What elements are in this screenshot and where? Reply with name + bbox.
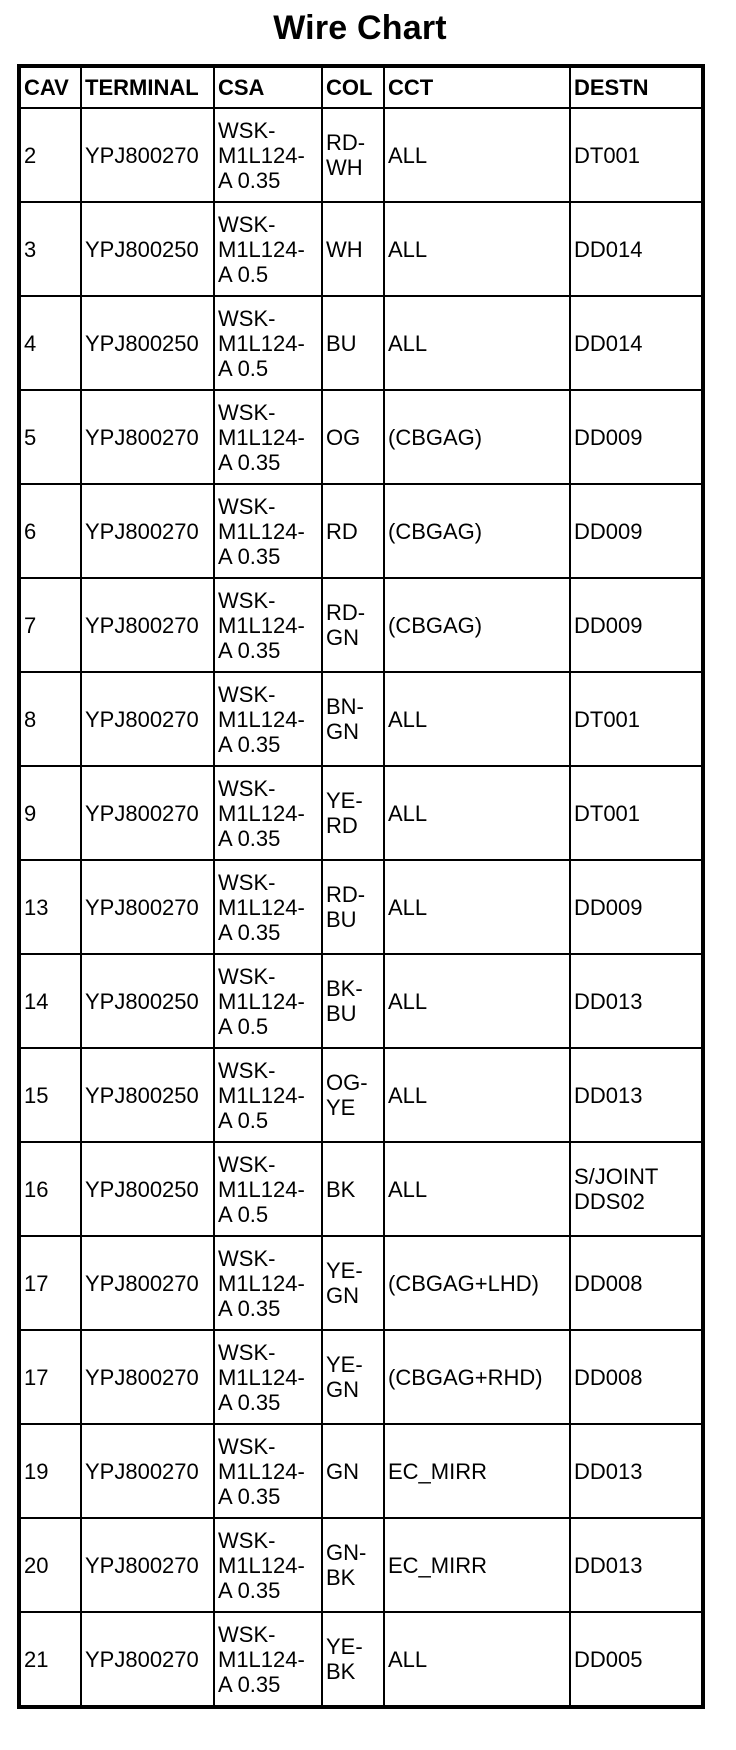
cell-cav: 7 [19, 578, 81, 672]
header-csa: CSA [214, 66, 322, 108]
cell-destn: DD013 [570, 1048, 703, 1142]
cell-terminal: YPJ800250 [81, 296, 214, 390]
cell-destn: DD005 [570, 1612, 703, 1707]
header-destn: DESTN [570, 66, 703, 108]
cell-csa: WSK- M1L124- A 0.35 [214, 390, 322, 484]
cell-col: GN- BK [322, 1518, 384, 1612]
header-col: COL [322, 66, 384, 108]
cell-destn: DT001 [570, 766, 703, 860]
cell-col: OG [322, 390, 384, 484]
cell-cav: 9 [19, 766, 81, 860]
table-row [19, 1612, 703, 1707]
cell-destn: DD013 [570, 1518, 703, 1612]
table-row [19, 1236, 703, 1330]
cell-csa: WSK- M1L124- A 0.35 [214, 860, 322, 954]
cell-destn: DD013 [570, 954, 703, 1048]
cell-destn: DD009 [570, 860, 703, 954]
table-header-row [19, 66, 703, 108]
table-row [19, 860, 703, 954]
header-cav: CAV [19, 66, 81, 108]
cell-csa: WSK- M1L124- A 0.5 [214, 954, 322, 1048]
cell-csa: WSK- M1L124- A 0.35 [214, 1330, 322, 1424]
cell-csa: WSK- M1L124- A 0.35 [214, 484, 322, 578]
cell-col: YE- GN [322, 1236, 384, 1330]
table-row [19, 108, 703, 202]
cell-terminal: YPJ800270 [81, 766, 214, 860]
cell-csa: WSK- M1L124- A 0.35 [214, 1424, 322, 1518]
cell-col: YE- RD [322, 766, 384, 860]
cell-cct: ALL [384, 1048, 570, 1142]
header-cct: CCT [384, 66, 570, 108]
cell-cav: 17 [19, 1330, 81, 1424]
cell-col: RD [322, 484, 384, 578]
table-row [19, 1142, 703, 1236]
cell-cct: (CBGAG+LHD) [384, 1236, 570, 1330]
cell-csa: WSK- M1L124- A 0.35 [214, 108, 322, 202]
cell-cct: ALL [384, 860, 570, 954]
cell-terminal: YPJ800270 [81, 672, 214, 766]
cell-terminal: YPJ800250 [81, 202, 214, 296]
cell-destn: DT001 [570, 108, 703, 202]
cell-col: WH [322, 202, 384, 296]
cell-csa: WSK- M1L124- A 0.35 [214, 766, 322, 860]
cell-destn: DD014 [570, 202, 703, 296]
cell-cct: ALL [384, 1612, 570, 1707]
cell-terminal: YPJ800270 [81, 1236, 214, 1330]
page-title: Wire Chart [273, 9, 447, 47]
cell-col: RD- BU [322, 860, 384, 954]
table-row [19, 578, 703, 672]
cell-cav: 14 [19, 954, 81, 1048]
table-row [19, 672, 703, 766]
cell-destn: DD014 [570, 296, 703, 390]
wire-chart-table [17, 64, 705, 1709]
cell-destn: DD008 [570, 1236, 703, 1330]
cell-terminal: YPJ800270 [81, 578, 214, 672]
cell-csa: WSK- M1L124- A 0.35 [214, 578, 322, 672]
cell-cav: 20 [19, 1518, 81, 1612]
cell-col: RD- WH [322, 108, 384, 202]
cell-cav: 19 [19, 1424, 81, 1518]
cell-terminal: YPJ800250 [81, 1142, 214, 1236]
cell-cav: 16 [19, 1142, 81, 1236]
cell-cav: 4 [19, 296, 81, 390]
cell-cct: (CBGAG) [384, 578, 570, 672]
cell-terminal: YPJ800270 [81, 1612, 214, 1707]
cell-cct: EC_MIRR [384, 1518, 570, 1612]
cell-terminal: YPJ800250 [81, 1048, 214, 1142]
cell-terminal: YPJ800270 [81, 1330, 214, 1424]
cell-cct: ALL [384, 1142, 570, 1236]
table-row [19, 484, 703, 578]
cell-col: RD- GN [322, 578, 384, 672]
cell-cct: ALL [384, 954, 570, 1048]
cell-cav: 13 [19, 860, 81, 954]
cell-csa: WSK- M1L124- A 0.35 [214, 1612, 322, 1707]
cell-cav: 5 [19, 390, 81, 484]
table-row [19, 954, 703, 1048]
cell-csa: WSK- M1L124- A 0.35 [214, 1518, 322, 1612]
cell-destn: DD008 [570, 1330, 703, 1424]
cell-csa: WSK- M1L124- A 0.35 [214, 672, 322, 766]
cell-cav: 15 [19, 1048, 81, 1142]
cell-cct: (CBGAG) [384, 390, 570, 484]
cell-destn: DT001 [570, 672, 703, 766]
table-row [19, 390, 703, 484]
table-row [19, 1048, 703, 1142]
cell-cct: (CBGAG) [384, 484, 570, 578]
cell-col: OG- YE [322, 1048, 384, 1142]
cell-col: YE- GN [322, 1330, 384, 1424]
cell-cct: ALL [384, 108, 570, 202]
cell-col: GN [322, 1424, 384, 1518]
header-terminal: TERMINAL [81, 66, 214, 108]
table-row [19, 296, 703, 390]
cell-terminal: YPJ800270 [81, 484, 214, 578]
cell-cct: ALL [384, 672, 570, 766]
cell-col: BN- GN [322, 672, 384, 766]
cell-csa: WSK- M1L124- A 0.5 [214, 1142, 322, 1236]
cell-cct: EC_MIRR [384, 1424, 570, 1518]
cell-destn: DD013 [570, 1424, 703, 1518]
cell-terminal: YPJ800270 [81, 108, 214, 202]
cell-destn: S/JOINT DDS02 [570, 1142, 703, 1236]
cell-col: BK [322, 1142, 384, 1236]
cell-csa: WSK- M1L124- A 0.35 [214, 1236, 322, 1330]
cell-cav: 2 [19, 108, 81, 202]
cell-terminal: YPJ800270 [81, 390, 214, 484]
table-row [19, 1424, 703, 1518]
cell-cav: 3 [19, 202, 81, 296]
cell-cav: 6 [19, 484, 81, 578]
table-row [19, 1518, 703, 1612]
cell-terminal: YPJ800270 [81, 860, 214, 954]
cell-col: BU [322, 296, 384, 390]
cell-destn: DD009 [570, 390, 703, 484]
cell-csa: WSK- M1L124- A 0.5 [214, 296, 322, 390]
cell-cav: 8 [19, 672, 81, 766]
table-body [19, 108, 703, 1707]
cell-csa: WSK- M1L124- A 0.5 [214, 1048, 322, 1142]
cell-cct: ALL [384, 202, 570, 296]
cell-terminal: YPJ800270 [81, 1518, 214, 1612]
cell-cct: ALL [384, 296, 570, 390]
cell-terminal: YPJ800250 [81, 954, 214, 1048]
cell-col: BK- BU [322, 954, 384, 1048]
cell-csa: WSK- M1L124- A 0.5 [214, 202, 322, 296]
table-row [19, 766, 703, 860]
cell-cct: (CBGAG+RHD) [384, 1330, 570, 1424]
table-row [19, 1330, 703, 1424]
cell-cct: ALL [384, 766, 570, 860]
cell-cav: 21 [19, 1612, 81, 1707]
cell-destn: DD009 [570, 578, 703, 672]
cell-destn: DD009 [570, 484, 703, 578]
cell-col: YE- BK [322, 1612, 384, 1707]
cell-terminal: YPJ800270 [81, 1424, 214, 1518]
table-row [19, 202, 703, 296]
cell-cav: 17 [19, 1236, 81, 1330]
